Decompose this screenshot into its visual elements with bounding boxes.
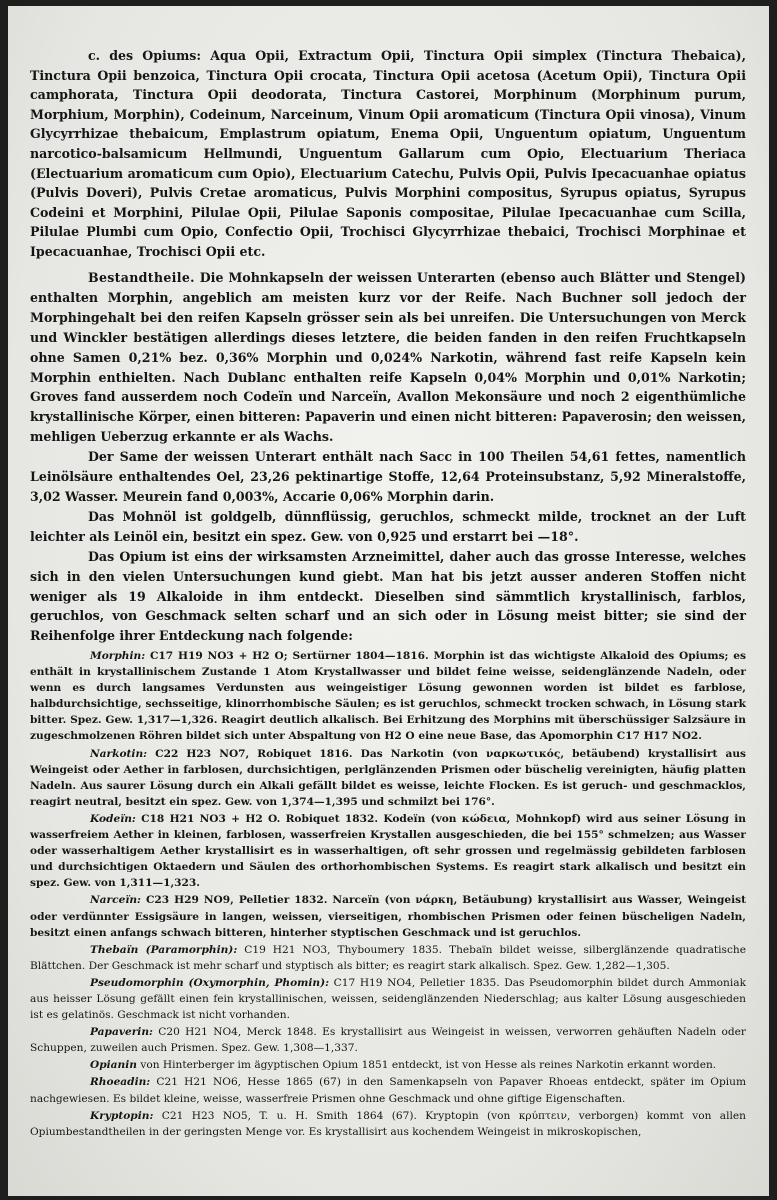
alkaloid-text: C21 H23 NO5, T. u. H. Smith 1864 (67). Kryptopin (von κρύπτειν, verborgen) kommt von allen Opiumbestandtheilen in der geringsten Menge vor. Es krystallisirt aus kochendem Weingeist in mikroskopischen, [30,1109,746,1138]
alkaloid-entry-thebain [30,942,746,974]
bestandtheile-paragraph-1 [30,268,746,447]
alkaloid-name: Thebaïn (Paramorphin): [90,943,238,956]
alkaloid-entry-opianin [30,1057,746,1073]
alkaloid-name: Narceïn: [90,894,141,907]
alkaloid-text: C17 H19 NO4, Pelletier 1835. Das Pseudomorphin bildet durch Ammoniak aus heisser Lösung gefällt einen fein krystallinischen, weissen, seidenglänzenden Niederschlag; aus kalter Lösung ausgeschieden ist es gelatinös. Geschmack ist nicht vorhanden. [30,976,746,1022]
alkaloid-entry-narkotin [30,746,746,810]
alkaloid-text: C18 H21 NO3 + H2 O. Robiquet 1832. Kodeïn (von κώδεια, Mohnkopf) wird aus seiner Lösung in wasserfreiem Aether in kleinen, farblosen, wasserfreien Krystallen ausgeschieden, die bei 155° schmelzen; aus Wasser oder wasserhaltigem Aether krystallisirt es in wasserhaltigen, oft sehr grossen und regelmässig gebildeten farblosen und durchsichtigen Oktaedern und Säulen des orthorhombischen Systems. Es reagirt stark alkalisch und besitzt ein spez. Gew. von 1,311—1,323. [30,812,746,890]
alkaloid-entry-kodein [30,811,746,891]
alkaloid-entry-rhoeadin [30,1074,746,1106]
alkaloid-name: Opianin [90,1059,137,1072]
bestandtheile-paragraph-2: Der Same der weissen Unterart enthält nach Sacc in 100 Theilen 54,61 fettes, namentlich Leinölsäure enthaltendes Oel, 23,26 pektinartige Stoffe, 12,64 Proteinsubstanz, 5,92 Mineralstoffe, 3,02 Wasser. Meurein fand 0,003%, Accarie 0,06% Morphin darin. [30,449,746,504]
opium-preparations-section [30,46,746,262]
alkaloid-text: von Hinterberger im ägyptischen Opium 1851 entdeckt, ist von Hesse als reines Narkotin erkannt worden. [140,1059,717,1072]
alkaloid-entry-pseudomorphin [30,975,746,1023]
alkaloid-name: Narkotin: [90,747,148,760]
alkaloid-text: C21 H21 NO6, Hesse 1865 (67) in den Samenkapseln von Papaver Rhoeas entdeckt, später im Opium nachgewiesen. Es bildet kleine, weisse, wasserfreie Prismen ohne Geschmack und ohne giftige Eigenschaften. [30,1076,746,1105]
alkaloid-text: C19 H21 NO3, Thyboumery 1835. Thebaïn bildet weisse, silberglänzende quadratische Blättchen. Der Geschmack ist mehr scharf und styptisch als bitter; es reagirt stark alkalisch. Spez. Gew. 1,282—1,305. [30,943,747,972]
alkaloid-entry-papaverin [30,1024,746,1056]
bestandtheile-paragraph-4: Das Opium ist eins der wirksamsten Arzneimittel, daher auch das grosse Interesse, welches sich in den vielen Untersuchungen kund giebt. Man hat bis jetzt ausser anderen Stoffen nicht weniger als 19 Alkaloide in ihm entdeckt. Dieselben sind sämmtlich krystallinisch, farblos, geruchlos, von Geschmack selten scharf und an sich oder in Lösung meist bitter; sie sind der Reihenfolge ihrer Entdeckung nach folgende: [30,548,746,644]
bestandtheile-section [30,268,746,646]
alkaloid-name: Papaverin: [90,1026,153,1039]
alkaloid-list [30,648,746,1141]
book-page [8,6,769,1196]
alkaloid-text: C17 H19 NO3 + H2 O; Sertürner 1804—1816. Morphin ist das wichtigste Alkaloid des Opiums; es enthält in krystallinischem Zustande 1 Atom Krystallwasser und bildet feine weisse, seidenglänzende Nadeln, oder wenn es durch langsames Verdunsten aus weingeistiger Lösung gewonnen worden ist bildet es farblose, halbdurchsichtige, sechsseitige, klinorrhombische Säulen; es ist geruchlos, schmeckt trocken schwach, in Lösung stark bitter. Spez. Gew. 1,317—1,326. Reagirt deutlich alkalisch. Bei Erhitzung des Morphins mit überschüssiger Salzsäure in zugeschmolzenen Röhren bildet sich unter Abspaltung von H2 O eine neue Base, das Apomorphin C17 H17 NO2. [30,650,746,743]
alkaloid-name: Kryptopin: [90,1109,154,1122]
alkaloid-name: Morphin: [90,650,146,662]
alkaloid-text: C23 H29 NO9, Pelletier 1832. Narceïn (von νάρκη, Betäubung) krystallisirt aus Wasser, Weingeist oder verdünnter Essigsäure in langen, weissen, vierseitigen, rhombischen Prismen oder feinen büscheligen Nadeln, besitzt einen anfangs schwach bitteren, hinterher styptischen Geschmack und ist geruchlos. [30,894,746,939]
alkaloid-name: Kodeïn: [90,812,136,825]
opium-preparations-paragraph: c. des Opiums: Aqua Opii, Extractum Opii, Tinctura Opii simplex (Tinctura Thebaica), Tinctura Opii benzoica, Tinctura Opii crocata, Tinctura Opii acetosa (Acetum Opii), Tinctura Opii camphorata, Tinctura Opii deodorata, Tinctura Castorei, Morphinum (Morphinum purum, Morphium, Morphin), Codeinum, Narceinum, Vinum Opii aromaticum (Tinctura Opii vinosa), Vinum Glycyrrhizae thebaicum, Emplastrum opiatum, Enema Opii, Unguentum opiatum, Unguentum narcotico-balsamicum Hellmundi, Unguentum Gallarum cum Opio, Electuarium Theriaca (Electuarium aromaticum cum Opio), Electuarium Catechu, Pulvis Opii, Pulvis Ipecacuanhae opiatus (Pulvis Doveri), Pulvis Cretae aromaticus, Pulvis Morphini compositus, Syrupus opiatus, Syrupus Codeini et Morphini, Pilulae Opii, Pilulae Saponis compositae, Pilulae Ipecacuanhae cum Scilla, Pilulae Plumbi cum Opio, Confectio Opii, Trochisci Glycyrrhizae thebaici, Trochisci Morphinae et Ipecacuanhae, Trochisci Opii etc. [30,48,746,259]
bestandtheile-paragraph-3: Das Mohnöl ist goldgelb, dünnflüssig, geruchlos, schmeckt milde, trocknet an der Luft leichter als Leinöl ein, besitzt ein spez. Gew. von 0,925 und erstarrt bei —18°. [30,508,746,544]
alkaloid-entry-kryptopin [30,1108,746,1140]
bestandtheile-text-1: Die Mohnkapseln der weissen Unterarten (ebenso auch Blätter und Stengel) enthalten Morphin, angeblich am meisten kurz vor der Reife. Nach Buchner soll jedoch der Morphingehalt bei den reifen Kapseln grösser sein als bei unreifen. Die Untersuchungen von Merck und Winckler bestätigen allerdings dieses letztere, die beiden fanden in den reifen Fruchtkapseln ohne Samen 0,21% bez. 0,36% Morphin und 0,024% Narkotin, während fast reife Kapseln kein Morphin enthielten. Nach Dublanc enthalten reife Kapseln 0,04% Morphin und 0,01% Narkotin; Groves fand ausserdem noch Codeïn und Narceïn, Avallon Mekonsäure und noch 2 eigenthümliche krystallinische Körper, einen bitteren: Papaverin und einen nicht bitteren: Papaverosin; den weissen, mehligen Ueberzug erkannte er als Wachs. [30,270,746,445]
alkaloid-name: Pseudomorphin (Oxymorphin, Phomin): [90,976,330,989]
bestandtheile-heading: Bestandtheile. [88,270,195,285]
alkaloid-name: Rhoeadin: [90,1076,151,1089]
alkaloid-entry-narcein [30,892,746,940]
alkaloid-text: C20 H21 NO4, Merck 1848. Es krystallisirt aus Weingeist in weissen, verworren gehäuften Nadeln oder Schuppen, zuweilen auch Prismen. Spez. Gew. 1,308—1,337. [30,1026,746,1055]
alkaloid-text: C22 H23 NO7, Robiquet 1816. Das Narkotin (von ναρκωτικός, betäubend) krystallisirt aus Weingeist oder Aether in farblosen, durchsichtigen, perlglänzenden Prismen oder büschelig vereinigten, häufig platten Nadeln. Aus saurer Lösung durch ein Alkali gefällt bildet es weisse, leichte Flocken. Es ist geruch- und geschmacklos, reagirt neutral, besitzt ein spez. Gew. von 1,374—1,395 und schmilzt bei 176°. [30,747,746,808]
alkaloid-entry-morphin [30,648,746,745]
